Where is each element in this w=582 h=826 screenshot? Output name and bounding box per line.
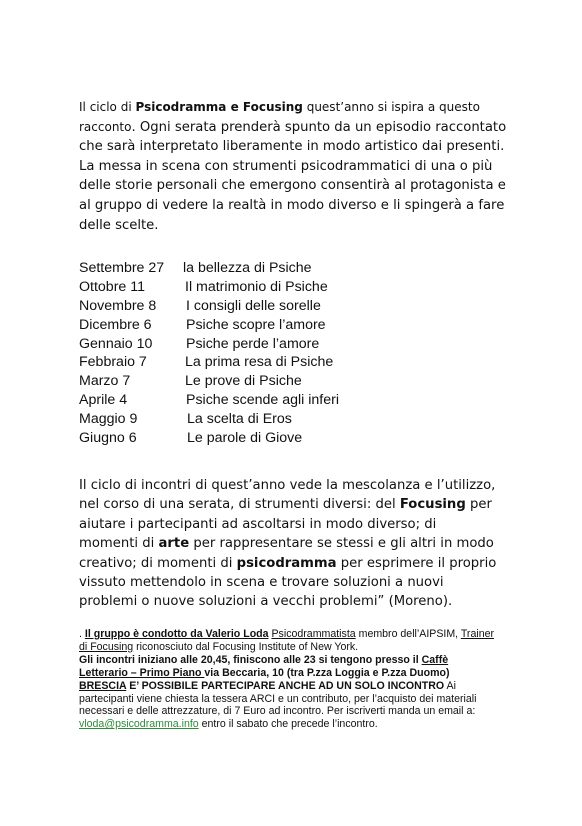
costs-text: Ai partecipanti viene chiesta la tessera ARCI e un contributo, per l’acquisto dei materiali necessari e delle attrezzature, di 7 Euro ad incontro. Per iscriverti manda un email a: — [79, 679, 477, 718]
para2-text-3: per rappresentare se stessi e gli altri in modo creativo; di momenti di — [79, 536, 494, 571]
intro-paragraph — [79, 98, 519, 235]
schedule-row — [79, 354, 409, 373]
schedule-date: Aprile 4 — [79, 392, 128, 409]
conductor-link[interactable]: Il gruppo è condotto da Valerio Loda — [84, 628, 269, 640]
para2-text-2: per aiutare i partecipanti ad ascoltarsi in modo diverso; di momenti di — [79, 497, 492, 552]
schedule-list — [79, 260, 409, 449]
role-psicodrammatista-link[interactable]: Psicodrammatista — [271, 628, 356, 640]
para2-bold-arte: arte — [158, 536, 190, 552]
intro-prefix: Il ciclo di — [79, 100, 136, 114]
schedule-title: Psiche scopre l’amore — [186, 316, 326, 333]
schedule-row — [79, 336, 409, 355]
schedule-title: Psiche scende agli inferi — [186, 392, 339, 409]
schedule-date: Febbraio 7 — [79, 354, 147, 371]
schedule-row — [79, 279, 409, 298]
venue-address: via Beccaria, 10 (tra P.zza Loggia e P.zza Duomo) — [204, 666, 450, 679]
para2-bold-psicodramma: psicodramma — [236, 555, 337, 571]
schedule-title: I consigli delle sorelle — [186, 297, 321, 314]
schedule-date: Novembre 8 — [79, 297, 157, 314]
email-link[interactable]: vloda@psicodramma.info — [79, 718, 199, 731]
schedule-title: Il matrimonio di Psiche — [185, 278, 328, 295]
single-meeting-notice: E’ POSSIBILE PARTECIPARE ANCHE AD UN SOLO INCONTRO — [126, 679, 445, 692]
schedule-title: La prima resa di Psiche — [185, 354, 334, 371]
intro-rest: . Ogni serata prenderà spunto da un episodio raccontato che sarà interpretato liberamente in modo artistico dai presenti. La messa in scena con strumenti psicodrammatici di una o più delle storie personali che emergono consentirà al protagonista e al gruppo di vedere la realtà in modo diverso e li spingerà a fare delle scelte. — [79, 119, 507, 233]
schedule-row — [79, 392, 409, 411]
schedule-date: Giugno 6 — [79, 430, 137, 447]
schedule-date: Dicembre 6 — [79, 316, 152, 333]
schedule-date: Marzo 7 — [79, 373, 131, 390]
schedule-title: Le parole di Giove — [187, 430, 303, 447]
role-trainer-link[interactable]: Trainer di Focusing — [79, 628, 495, 653]
schedule-row — [79, 260, 409, 279]
footer-text-2: riconosciuto dal Focusing Institute of New York. — [133, 640, 359, 653]
meeting-time-text: Gli incontri iniziano alle 20,45, finiscono alle 23 si tengono presso il — [79, 653, 422, 666]
closing-text: entro il sabato che precede l’incontro. — [198, 718, 378, 731]
venue-link[interactable]: Caffè Letterario – Primo Piano — [79, 653, 449, 679]
schedule-row — [79, 411, 409, 430]
schedule-row — [79, 373, 409, 392]
schedule-row — [79, 317, 409, 336]
schedule-date: Gennaio 10 — [79, 335, 153, 352]
footer-dot: . — [79, 628, 85, 640]
description-paragraph — [79, 476, 499, 612]
schedule-date: Settembre 27 — [79, 260, 165, 276]
schedule-title: Le prove di Psiche — [185, 373, 302, 390]
intro-mid: quest’anno si ispira a questo racconto — [79, 100, 480, 134]
para2-text-1: Il ciclo di incontri di quest’anno vede la mescolanza e l’utilizzo, nel corso di una serata, di strumenti diversi: del — [79, 478, 496, 513]
footer-info — [79, 628, 499, 731]
schedule-title: La scelta di Eros — [187, 411, 292, 428]
schedule-date: Maggio 9 — [79, 411, 138, 428]
schedule-date: Ottobre 11 — [79, 278, 145, 295]
schedule-row — [79, 298, 409, 317]
para2-text-4: per esprimere il proprio vissuto mettendolo in scena e trovare soluzioni a nuovi problemi o nuove soluzioni a vecchi problemi” (Moreno). — [79, 555, 497, 610]
para2-bold-focusing: Focusing — [399, 497, 466, 513]
footer-text-1: membro dell’AIPSIM, — [355, 628, 461, 640]
intro-bold-title: Psicodramma e Focusing — [135, 100, 303, 114]
city-link[interactable]: BRESCIA — [79, 679, 127, 692]
schedule-row — [79, 430, 409, 449]
schedule-title: la bellezza di Psiche — [183, 260, 312, 276]
schedule-title: Psiche perde l’amore — [186, 335, 320, 352]
